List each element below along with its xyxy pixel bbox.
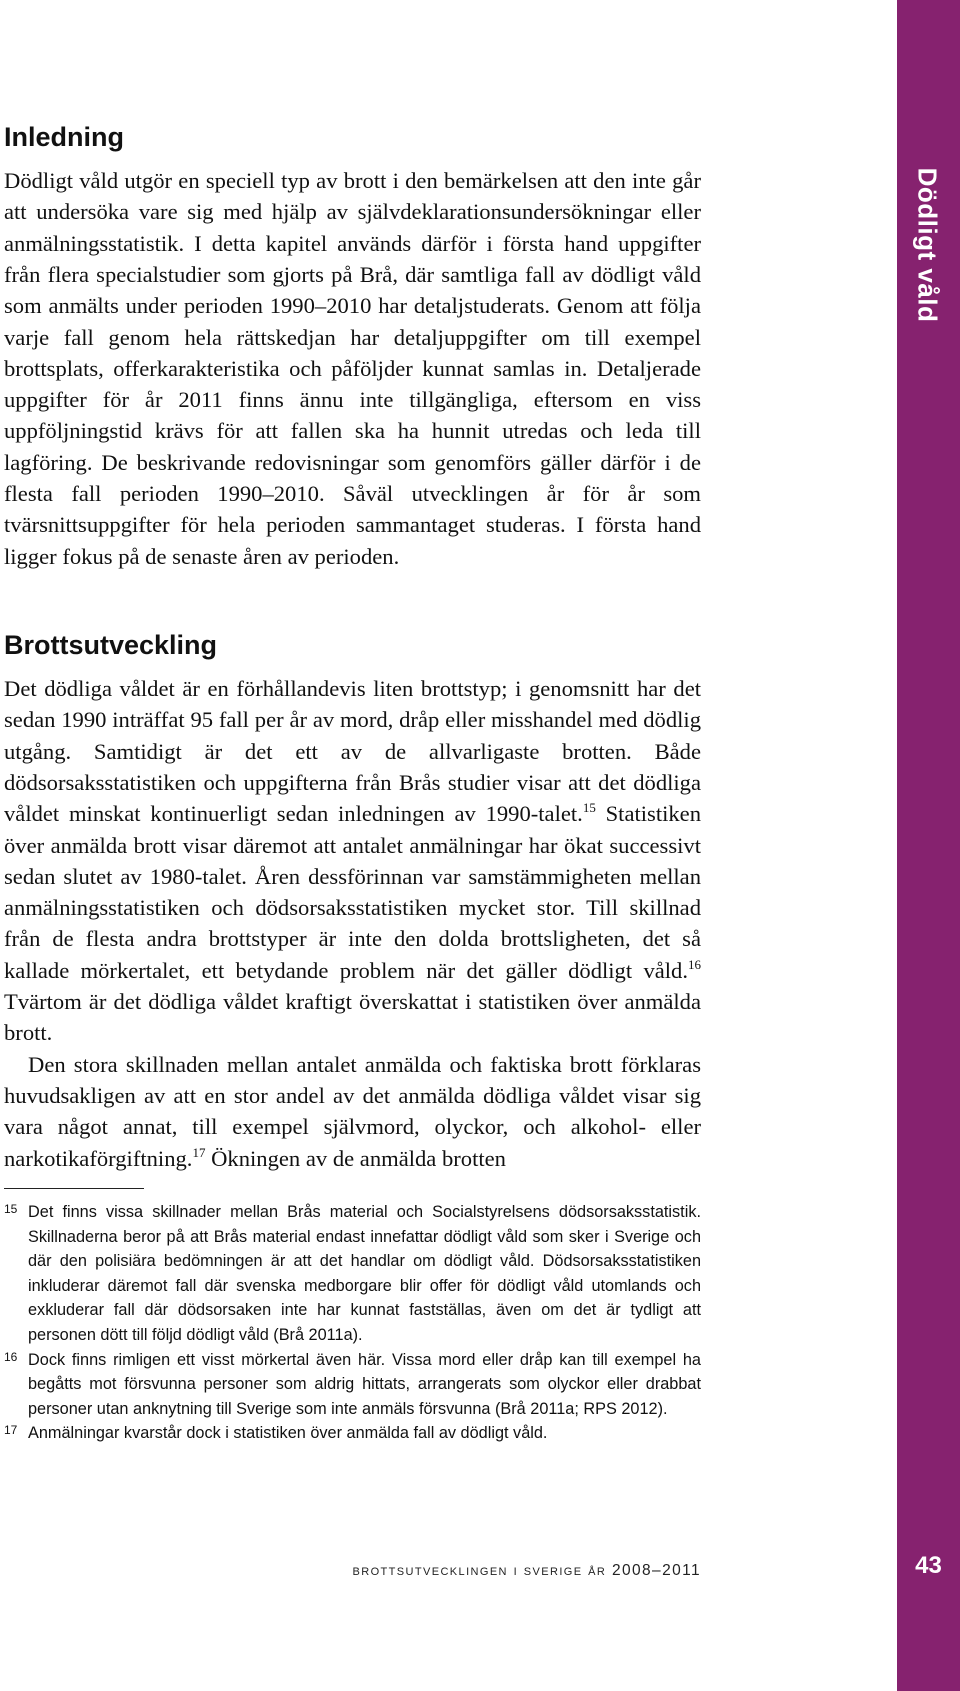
trend-paragraph-2 xyxy=(4,1049,701,1174)
footnote-15 xyxy=(4,1200,701,1348)
trend-heading: Brottsutveckling xyxy=(4,629,218,660)
trend-section xyxy=(4,628,701,1174)
section-sidebar xyxy=(897,0,960,1691)
trend-p1-text-3: Tvärtom är det dödliga våldet kraftigt överskattat i statistiken över anmälda brott. xyxy=(4,989,701,1046)
intro-paragraph: Dödligt våld utgör en speciell typ av brott i den bemärkelsen att den inte går att undersöka vare sig med hjälp av självdeklarationsundersökningar eller anmälningsstatistik. I detta kapitel används därför i första hand uppgifter från flera specialstudier som gjorts på Brå, där samtliga fall av dödligt våld som anmälts under perioden 1990–2010 har detaljstuderats. Genom att följa varje fall genom hela rättskedjan har detaljuppgifter om till exempel brottsplats, offerkarakteristika och påföljder kunnat samlas in. Detaljerade uppgifter för år 2011 finns ännu inte tillgängliga, eftersom en viss uppföljningstid krävs för att fallen ska ha hunnit utredas och leda till lagföring. De beskrivande redovisningar som genomförs gäller därför i de flesta fall perioden 1990–2010. Såväl utvecklingen år för år som tvärsnittsuppgifter för hela perioden sammantaget studeras. I första hand ligger fokus på de senaste åren av perioden. xyxy=(4,168,701,569)
footnote-16 xyxy=(4,1348,701,1422)
trend-p2-text-1: Den stora skillnaden mellan antalet anmälda och faktiska brott förklaras huvudsakligen av att en stor andel av det anmälda dödliga våldet visar sig vara något annat, till exempel självmord, olyckor, och alkohol- eller narkotikaförgiftning. xyxy=(4,1051,701,1171)
trend-p1-text-2: Statistiken över anmälda brott visar däremot att antalet anmälningar har ökat successivt sedan slutet av 1980-talet. Åren dessförinnan var samstämmigheten mellan anmälningsstatistiken och dödsorsaksstatistiken mycket stor. Till skillnad från de flesta andra brottstyper är inte den dolda brottsligheten, det så kallade mörkertalet, ett betydande problem när det gäller dödligt våld. xyxy=(4,801,702,983)
running-footer-title: brottsutvecklingen i sverige år 2008–2011 xyxy=(352,1562,701,1579)
footnote-ref-16[interactable]: 16 xyxy=(688,956,701,972)
footnote-number: 17 xyxy=(4,1423,18,1438)
footnote-text: Anmälningar kvarstår dock i statistiken över anmälda fall av dödligt våld. xyxy=(28,1424,548,1443)
footnote-divider xyxy=(4,1188,144,1189)
footnote-text: Dock finns rimligen ett visst mörkertal även här. Vissa mord eller dråp kan till exempel ha begåtts mot försvunna personer som aldrig hittats, arrangerats som olyckor eller drabbat personer utan anknytning till Sverige som inte anmäls försvunna (Brå 2011a; RPS 2012). xyxy=(28,1350,701,1418)
trend-p2-text-2: Ökningen av de anmälda brotten xyxy=(205,1145,506,1171)
footnote-17 xyxy=(4,1421,701,1446)
intro-heading: Inledning xyxy=(4,122,124,152)
trend-paragraph-1 xyxy=(4,673,701,1049)
footnote-ref-17[interactable]: 17 xyxy=(192,1144,206,1160)
trend-p1-text-1: Det dödliga våldet är en förhållandevis liten brottstyp; i genomsnitt har det sedan 1990 inträffat 95 fall per år av mord, dråp eller misshandel med dödlig utgång. Samtidigt är det ett av de allvarligaste brotten. Både dödsorsaksstatistiken och uppgifterna från Brås studier visar att det dödliga våldet minskat kontinuerligt sedan inledningen av 1990-talet. xyxy=(4,676,701,827)
footnote-number: 16 xyxy=(4,1349,18,1364)
footnote-text: Det finns vissa skillnader mellan Brås material och Socialstyrelsens dödsorsaksstatistik. Skillnaderna beror på att Brås material endast innefattar dödligt våld som sker i Sverige och där den polisiära bedömningen är att det handlar om dödligt våld. Dödsorsaksstatistiken inkluderar däremot fall där svenska medborgare blir offer för dödligt våld utomlands och exkluderar fall där dödsorsaken inte har kunnat fastställas, även om det är tydligt att personen dött till följd dödligt våld (Brå 2011a). xyxy=(28,1203,701,1344)
intro-section xyxy=(4,120,701,572)
footnotes xyxy=(4,1200,701,1446)
footnote-ref-15[interactable]: 15 xyxy=(582,800,596,816)
main-content xyxy=(4,120,701,1174)
sidebar-section-title: Dödligt våld xyxy=(912,167,943,323)
page-number: 43 xyxy=(915,1552,942,1579)
footnote-number: 15 xyxy=(4,1202,18,1216)
